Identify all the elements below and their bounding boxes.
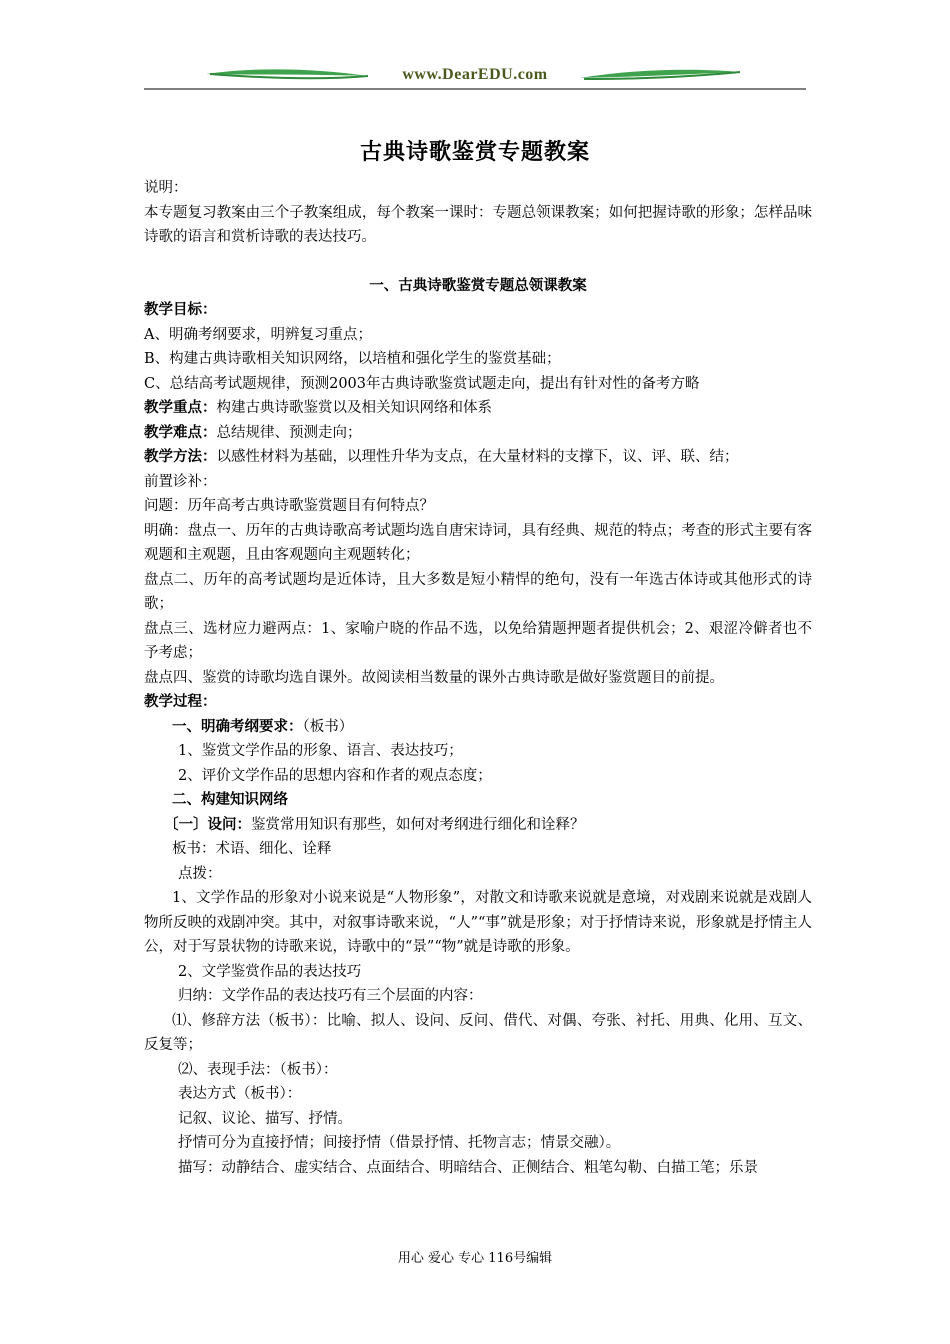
- ask-label: 〔一〕设问：: [164, 815, 251, 833]
- difficulty-line: [144, 421, 812, 446]
- expression-list-line: 记叙、议论、描写、抒情。: [178, 1110, 352, 1127]
- point-paragraph: 明确：盘点一、历年的古典诗歌高考试题均选自唐宋诗词，具有经典、规范的特点；考查的形式主要有客观题和主观题，且由客观题向主观题转化；: [144, 522, 812, 563]
- intro-text: 本专题复习教案由三个子教案组成，每个教案一课时：专题总领课教案；如何把握诗歌的形象；怎样品味诗歌的语言和赏析诗歌的表达技巧。: [144, 204, 812, 245]
- goal-item: A、明确考纲要求，明辨复习重点；: [144, 326, 372, 343]
- step1-note: （板书）: [302, 718, 354, 735]
- step2-label: 二、构建知识网络: [172, 791, 288, 808]
- point-paragraph: 盘点二、历年的高考试题均是近体诗，且大多数是短小精悍的绝句，没有一年选古体诗或其他形式的诗歌；: [144, 571, 812, 612]
- step1-line: [144, 715, 812, 740]
- expression-mode-line: 表达方式（板书）：: [178, 1086, 302, 1102]
- focus-line: [144, 396, 812, 421]
- method-line: [144, 445, 812, 470]
- step1-item: 2、评价文学作品的思想内容和作者的观点态度；: [178, 767, 492, 784]
- difficulty-label: 教学难点：: [144, 423, 217, 441]
- step1-label: 一、明确考纲要求：: [172, 717, 303, 735]
- step1-item: 1、鉴赏文学作品的形象、语言、表达技巧；: [178, 743, 463, 759]
- difficulty-text: 总结规律、预测走向；: [216, 424, 362, 441]
- question-line: 问题：历年高考古典诗歌鉴赏题目有何特点？: [144, 498, 434, 514]
- lyric-line: 抒情可分为直接抒情；间接抒情（借景抒情、托物言志；情景交融）。: [178, 1135, 621, 1151]
- goal-item: C、总结高考试题规律，预测2003年古典诗歌鉴赏试题走向，提出有针对性的备考方略: [144, 375, 700, 392]
- ask-text: 鉴赏常用知识有那些，如何对考纲进行细化和诠释？: [251, 816, 585, 833]
- method-label: 教学方法：: [144, 448, 217, 465]
- document-title: 古典诗歌鉴赏专题教案: [359, 139, 590, 165]
- document-body: [144, 176, 812, 1180]
- board-line: 板书：术语、细化、诠释: [172, 841, 332, 857]
- method-text: 以感性材料为基础，以理性升华为支点，在大量材料的支撑下，议、评、联、结；: [216, 449, 739, 465]
- point-paragraph: 盘点三、选材应力避两点：1、家喻户晓的作品不选，以免给猜题押题者提供机会；2、艰涩冷僻者也不予考虑；: [144, 620, 812, 661]
- technique-line: ⑵、表现手法：（板书）：: [178, 1061, 338, 1078]
- page-header-banner: [144, 62, 806, 92]
- body-paragraph: 1、文学作品的形象对小说来说是“人物形象”，对散文和诗歌来说就是意境，对戏剧来说就是戏剧人物所反映的戏剧冲突。其中，对叙事诗歌来说，“人”“事”就是形象；对于抒情诗来说，形象就是抒情主人公，对于写景状物的诗歌来说，诗歌中的“景”“物”就是诗歌的形象。: [144, 890, 812, 955]
- summary-line: 归纳：文学作品的表达技巧有三个层面的内容：: [178, 988, 483, 1004]
- process-label: 教学过程：: [144, 693, 217, 710]
- subsection-line: 2、文学鉴赏作品的表达技巧: [178, 963, 362, 980]
- focus-label: 教学重点：: [144, 399, 217, 416]
- rhetoric-line: ⑴、修辞方法（板书）：比喻、拟人、设问、反问、借代、对偶、夸张、衬托、用典、化用、互文、反复等；: [144, 1012, 812, 1053]
- ask-line: [144, 813, 812, 838]
- goal-item: B、构建古典诗歌相关知识网络，以培植和强化学生的鉴赏基础；: [144, 351, 561, 367]
- prediag-label: 前置诊补：: [144, 473, 217, 490]
- goals-label: 教学目标：: [144, 301, 217, 318]
- hint-label: 点拨：: [178, 865, 222, 882]
- describe-line: 描写：动静结合、虚实结合、点面结合、明暗结合、正侧结合、粗笔勾勒、白描工笔；乐景: [178, 1159, 758, 1176]
- point-paragraph: 盘点四、鉴赏的诗歌均选自课外。故阅读相当数量的课外古典诗歌是做好鉴赏题目的前提。: [144, 669, 724, 686]
- page-footer: 用心 爱心 专心 116号编辑: [397, 1251, 553, 1266]
- focus-text: 构建古典诗歌鉴赏以及相关知识网络和体系: [216, 400, 492, 416]
- site-url: www.DearEDU.com: [402, 66, 548, 83]
- section-heading: 一、古典诗歌鉴赏专题总领课教案: [369, 276, 587, 294]
- intro-label: 说明：: [144, 180, 188, 196]
